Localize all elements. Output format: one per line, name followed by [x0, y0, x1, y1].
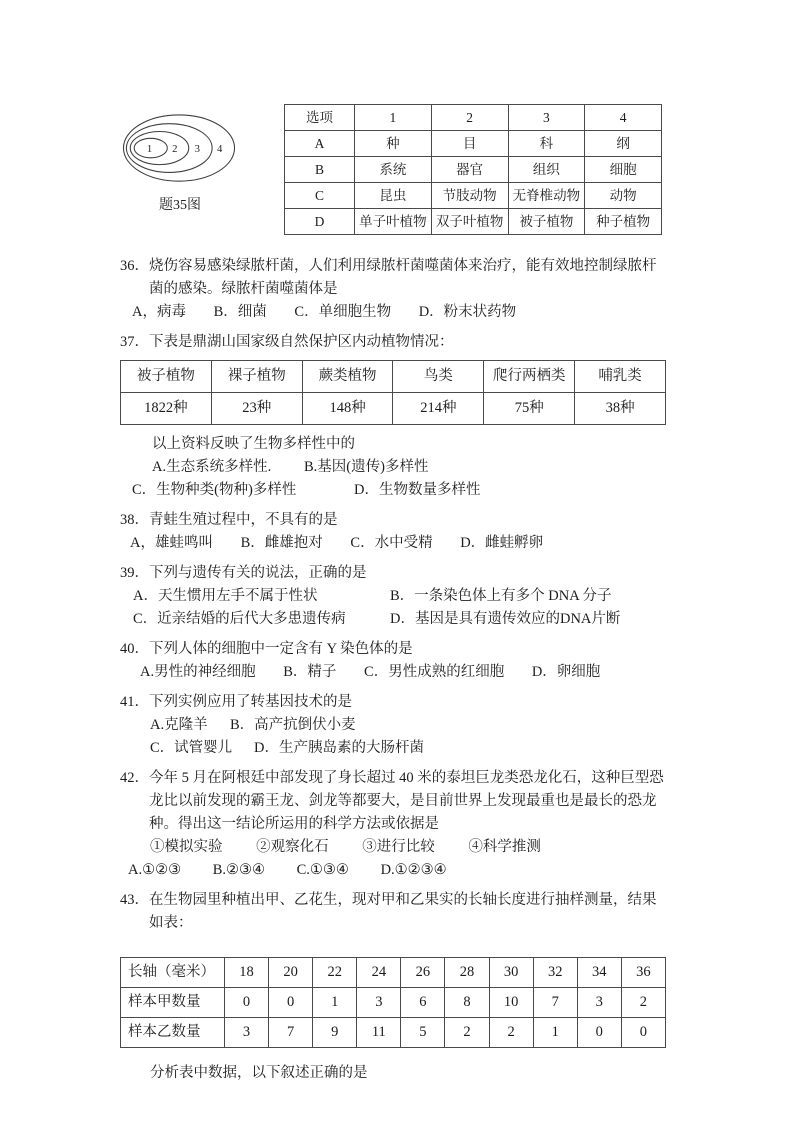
table-cell: 10 [489, 988, 533, 1018]
method-item: ①模拟实验 [150, 839, 223, 855]
question-text: 下列人体的细胞中一定含有 Y 染色体的是 [149, 641, 413, 657]
option: D．生产胰岛素的大肠杆菌 [254, 740, 424, 756]
table-cell: 单子叶植物 [355, 209, 432, 235]
option: A，雄蛙鸣叫 [130, 535, 213, 551]
table-header-cell: 1 [355, 105, 432, 131]
question-stem [120, 767, 666, 836]
table-header-cell: 28 [445, 958, 489, 988]
question-number: 42． [120, 770, 149, 786]
table-cell: 种 [355, 131, 432, 157]
table-cell: 昆虫 [355, 183, 432, 209]
table-cell: 无脊椎动物 [508, 183, 585, 209]
question-38 [120, 509, 666, 555]
table-cell: 6 [401, 988, 445, 1018]
table-row [121, 958, 666, 988]
option: D.①②③④ [380, 862, 447, 878]
table-row [285, 183, 662, 209]
question-options [120, 714, 666, 737]
table-header-cell: 22 [313, 958, 357, 988]
question-number: 40． [120, 641, 149, 657]
option: A.男性的神经细胞 [140, 664, 256, 680]
question-41 [120, 691, 666, 760]
table-header-cell: 哺乳类 [575, 361, 666, 393]
option: D．卵细胞 [531, 664, 601, 680]
figure-caption: 题35图 [159, 198, 201, 213]
question-36 [120, 255, 666, 324]
question-37-table [120, 360, 666, 425]
question-text: 下列与遗传有关的说法，正确的是 [149, 565, 367, 581]
method-item: ③进行比较 [362, 839, 435, 855]
question-37 [120, 331, 666, 502]
question-number: 36． [120, 258, 149, 274]
table-row [285, 157, 662, 183]
ring-label-1: 1 [146, 142, 153, 155]
table-cell: 双子叶植物 [431, 209, 508, 235]
ring-label-4: 4 [217, 142, 223, 155]
table-row [121, 988, 666, 1018]
table-cell: 0 [225, 988, 269, 1018]
option: C．男性成熟的红细胞 [364, 664, 505, 680]
table-cell: 23种 [211, 393, 302, 425]
question-substem: 以上资料反映了生物多样性中的 [152, 436, 355, 452]
table-cell: 214种 [393, 393, 484, 425]
table-cell: 0 [621, 1018, 665, 1048]
question-text: 在生物园里种植出甲、乙花生，现对甲和乙果实的长轴长度进行抽样测量，结果如表： [149, 892, 657, 931]
table-cell: 细胞 [585, 157, 662, 183]
table-cell: 1 [313, 988, 357, 1018]
option: C．单细胞生物 [294, 304, 392, 320]
question-stem [120, 691, 666, 714]
venn-diagram [120, 112, 238, 188]
question-options [120, 608, 666, 631]
question-stem [120, 509, 666, 532]
question-35-block [120, 104, 666, 235]
question-options [120, 737, 666, 760]
option: C．近亲结婚的后代大多患遗传病 [133, 611, 346, 627]
table-header-cell: 蕨类植物 [302, 361, 393, 393]
option: B．一条染色体上有多个 DNA 分子 [390, 588, 612, 604]
table-header-cell: 32 [533, 958, 577, 988]
table-header-cell: 3 [508, 105, 585, 131]
table-cell: 75种 [484, 393, 575, 425]
table-header-cell: 长轴（毫米） [121, 958, 225, 988]
question-42 [120, 767, 666, 882]
option: A．天生惯用左手不属于性状 [133, 588, 318, 604]
option: A，病毒 [132, 304, 186, 320]
table-cell: B [285, 157, 355, 183]
table-cell: 2 [489, 1018, 533, 1048]
option: B．高产抗倒伏小麦 [230, 717, 356, 733]
question-options [120, 661, 666, 684]
table-cell: 8 [445, 988, 489, 1018]
table-header-cell: 30 [489, 958, 533, 988]
question-39 [120, 562, 666, 631]
option: D．粉末状药物 [418, 304, 517, 320]
table-header-cell: 4 [585, 105, 662, 131]
table-row [285, 209, 662, 235]
question-40 [120, 638, 666, 684]
table-cell: 3 [225, 1018, 269, 1048]
option: A.克隆羊 [150, 717, 208, 733]
question-43-table [120, 957, 666, 1048]
table-cell: 被子植物 [508, 209, 585, 235]
table-cell: 9 [313, 1018, 357, 1048]
question-method-list [120, 836, 666, 859]
option: C．生物种类(物种)多样性 [132, 482, 297, 498]
table-cell: D [285, 209, 355, 235]
table-header-cell: 被子植物 [121, 361, 212, 393]
table-cell: A [285, 131, 355, 157]
option: C.①③④ [296, 862, 349, 878]
table-cell: 2 [621, 988, 665, 1018]
table-row [285, 131, 662, 157]
table-cell: 0 [577, 1018, 621, 1048]
table-cell: 科 [508, 131, 585, 157]
question-number: 38． [120, 512, 149, 528]
question-text: 烧伤容易感染绿脓杆菌，人们利用绿脓杆菌噬菌体来治疗，能有效地控制绿脓杆菌的感染。绿脓杆菌噬菌体是 [149, 258, 657, 297]
ring-label-2: 2 [172, 142, 178, 155]
question-stem [120, 638, 666, 661]
option: C．水中受精 [350, 535, 433, 551]
question-stem [120, 255, 666, 301]
question-options [120, 479, 666, 502]
table-header-cell: 34 [577, 958, 621, 988]
question-43 [120, 889, 666, 1085]
table-header-cell: 36 [621, 958, 665, 988]
table-header-cell: 24 [357, 958, 401, 988]
table-header-cell: 20 [269, 958, 313, 988]
question-tail: 分析表中数据，以下叙述正确的是 [150, 1065, 368, 1081]
question-stem [120, 889, 666, 935]
table-header-cell: 2 [431, 105, 508, 131]
table-header-cell: 18 [225, 958, 269, 988]
table-cell: C [285, 183, 355, 209]
question-text: 青蛙生殖过程中，不具有的是 [149, 512, 338, 528]
table-cell: 38种 [575, 393, 666, 425]
question-stem [120, 562, 666, 585]
table-cell: 器官 [431, 157, 508, 183]
table-cell: 1822种 [121, 393, 212, 425]
question-35-table [284, 104, 662, 235]
question-text: 今年 5 月在阿根廷中部发现了身长超过 40 米的泰坦巨龙类恐龙化石，这种巨型恐龙比以前发现的霸王龙、剑龙等都要大，是目前世界上发现最重也是最长的恐龙种。得出这一结论所运用的科学方法或依据是 [149, 770, 664, 832]
question-number: 39． [120, 565, 149, 581]
table-cell: 3 [357, 988, 401, 1018]
table-header-cell: 爬行两栖类 [484, 361, 575, 393]
table-cell: 样本甲数量 [121, 988, 225, 1018]
table-row [121, 1018, 666, 1048]
method-item: ④科学推测 [468, 839, 541, 855]
question-options [120, 456, 666, 479]
table-cell: 样本乙数量 [121, 1018, 225, 1048]
page-content [120, 104, 666, 1085]
option: D．生物数量多样性 [354, 482, 481, 498]
question-text: 下表是鼎湖山国家级自然保护区内动植物情况： [149, 334, 454, 350]
question-options [120, 301, 666, 324]
table-cell: 种子植物 [585, 209, 662, 235]
option: D．基因是具有遗传效应的DNA片断 [390, 611, 621, 627]
table-cell: 1 [533, 1018, 577, 1048]
table-cell: 148种 [302, 393, 393, 425]
table-row [285, 105, 662, 131]
option: D．雌蛙孵卵 [460, 535, 544, 551]
table-cell: 5 [401, 1018, 445, 1048]
option: B．精子 [283, 664, 337, 680]
table-header-cell: 26 [401, 958, 445, 988]
table-cell: 3 [577, 988, 621, 1018]
table-cell: 目 [431, 131, 508, 157]
table-cell: 纲 [585, 131, 662, 157]
question-options [120, 859, 666, 882]
table-cell: 系统 [355, 157, 432, 183]
table-cell: 0 [269, 988, 313, 1018]
table-header-cell: 选项 [285, 105, 355, 131]
question-options [120, 585, 666, 608]
option: A.①②③ [128, 862, 182, 878]
option: B.②③④ [212, 862, 266, 878]
table-cell: 组织 [508, 157, 585, 183]
table-header-cell: 鸟类 [393, 361, 484, 393]
method-item: ②观察化石 [256, 839, 329, 855]
table-cell: 2 [445, 1018, 489, 1048]
ring-label-3: 3 [194, 142, 200, 155]
question-number: 37． [120, 334, 149, 350]
question-text: 下列实例应用了转基因技术的是 [149, 694, 352, 710]
question-35-figure [120, 104, 270, 217]
option: C．试管婴儿 [150, 740, 233, 756]
question-number: 43． [120, 892, 149, 908]
table-cell: 7 [269, 1018, 313, 1048]
option: B.基因(遗传)多样性 [304, 459, 429, 475]
option: B．细菌 [213, 304, 267, 320]
table-row [121, 393, 666, 425]
table-cell: 11 [357, 1018, 401, 1048]
question-stem [120, 331, 666, 354]
table-cell: 动物 [585, 183, 662, 209]
table-cell: 节肢动物 [431, 183, 508, 209]
table-row [121, 361, 666, 393]
table-cell: 7 [533, 988, 577, 1018]
table-header-cell: 裸子植物 [211, 361, 302, 393]
question-number: 41． [120, 694, 149, 710]
option: B．雌雄抱对 [240, 535, 323, 551]
option: A.生态系统多样性. [152, 459, 272, 475]
question-options [120, 532, 666, 555]
